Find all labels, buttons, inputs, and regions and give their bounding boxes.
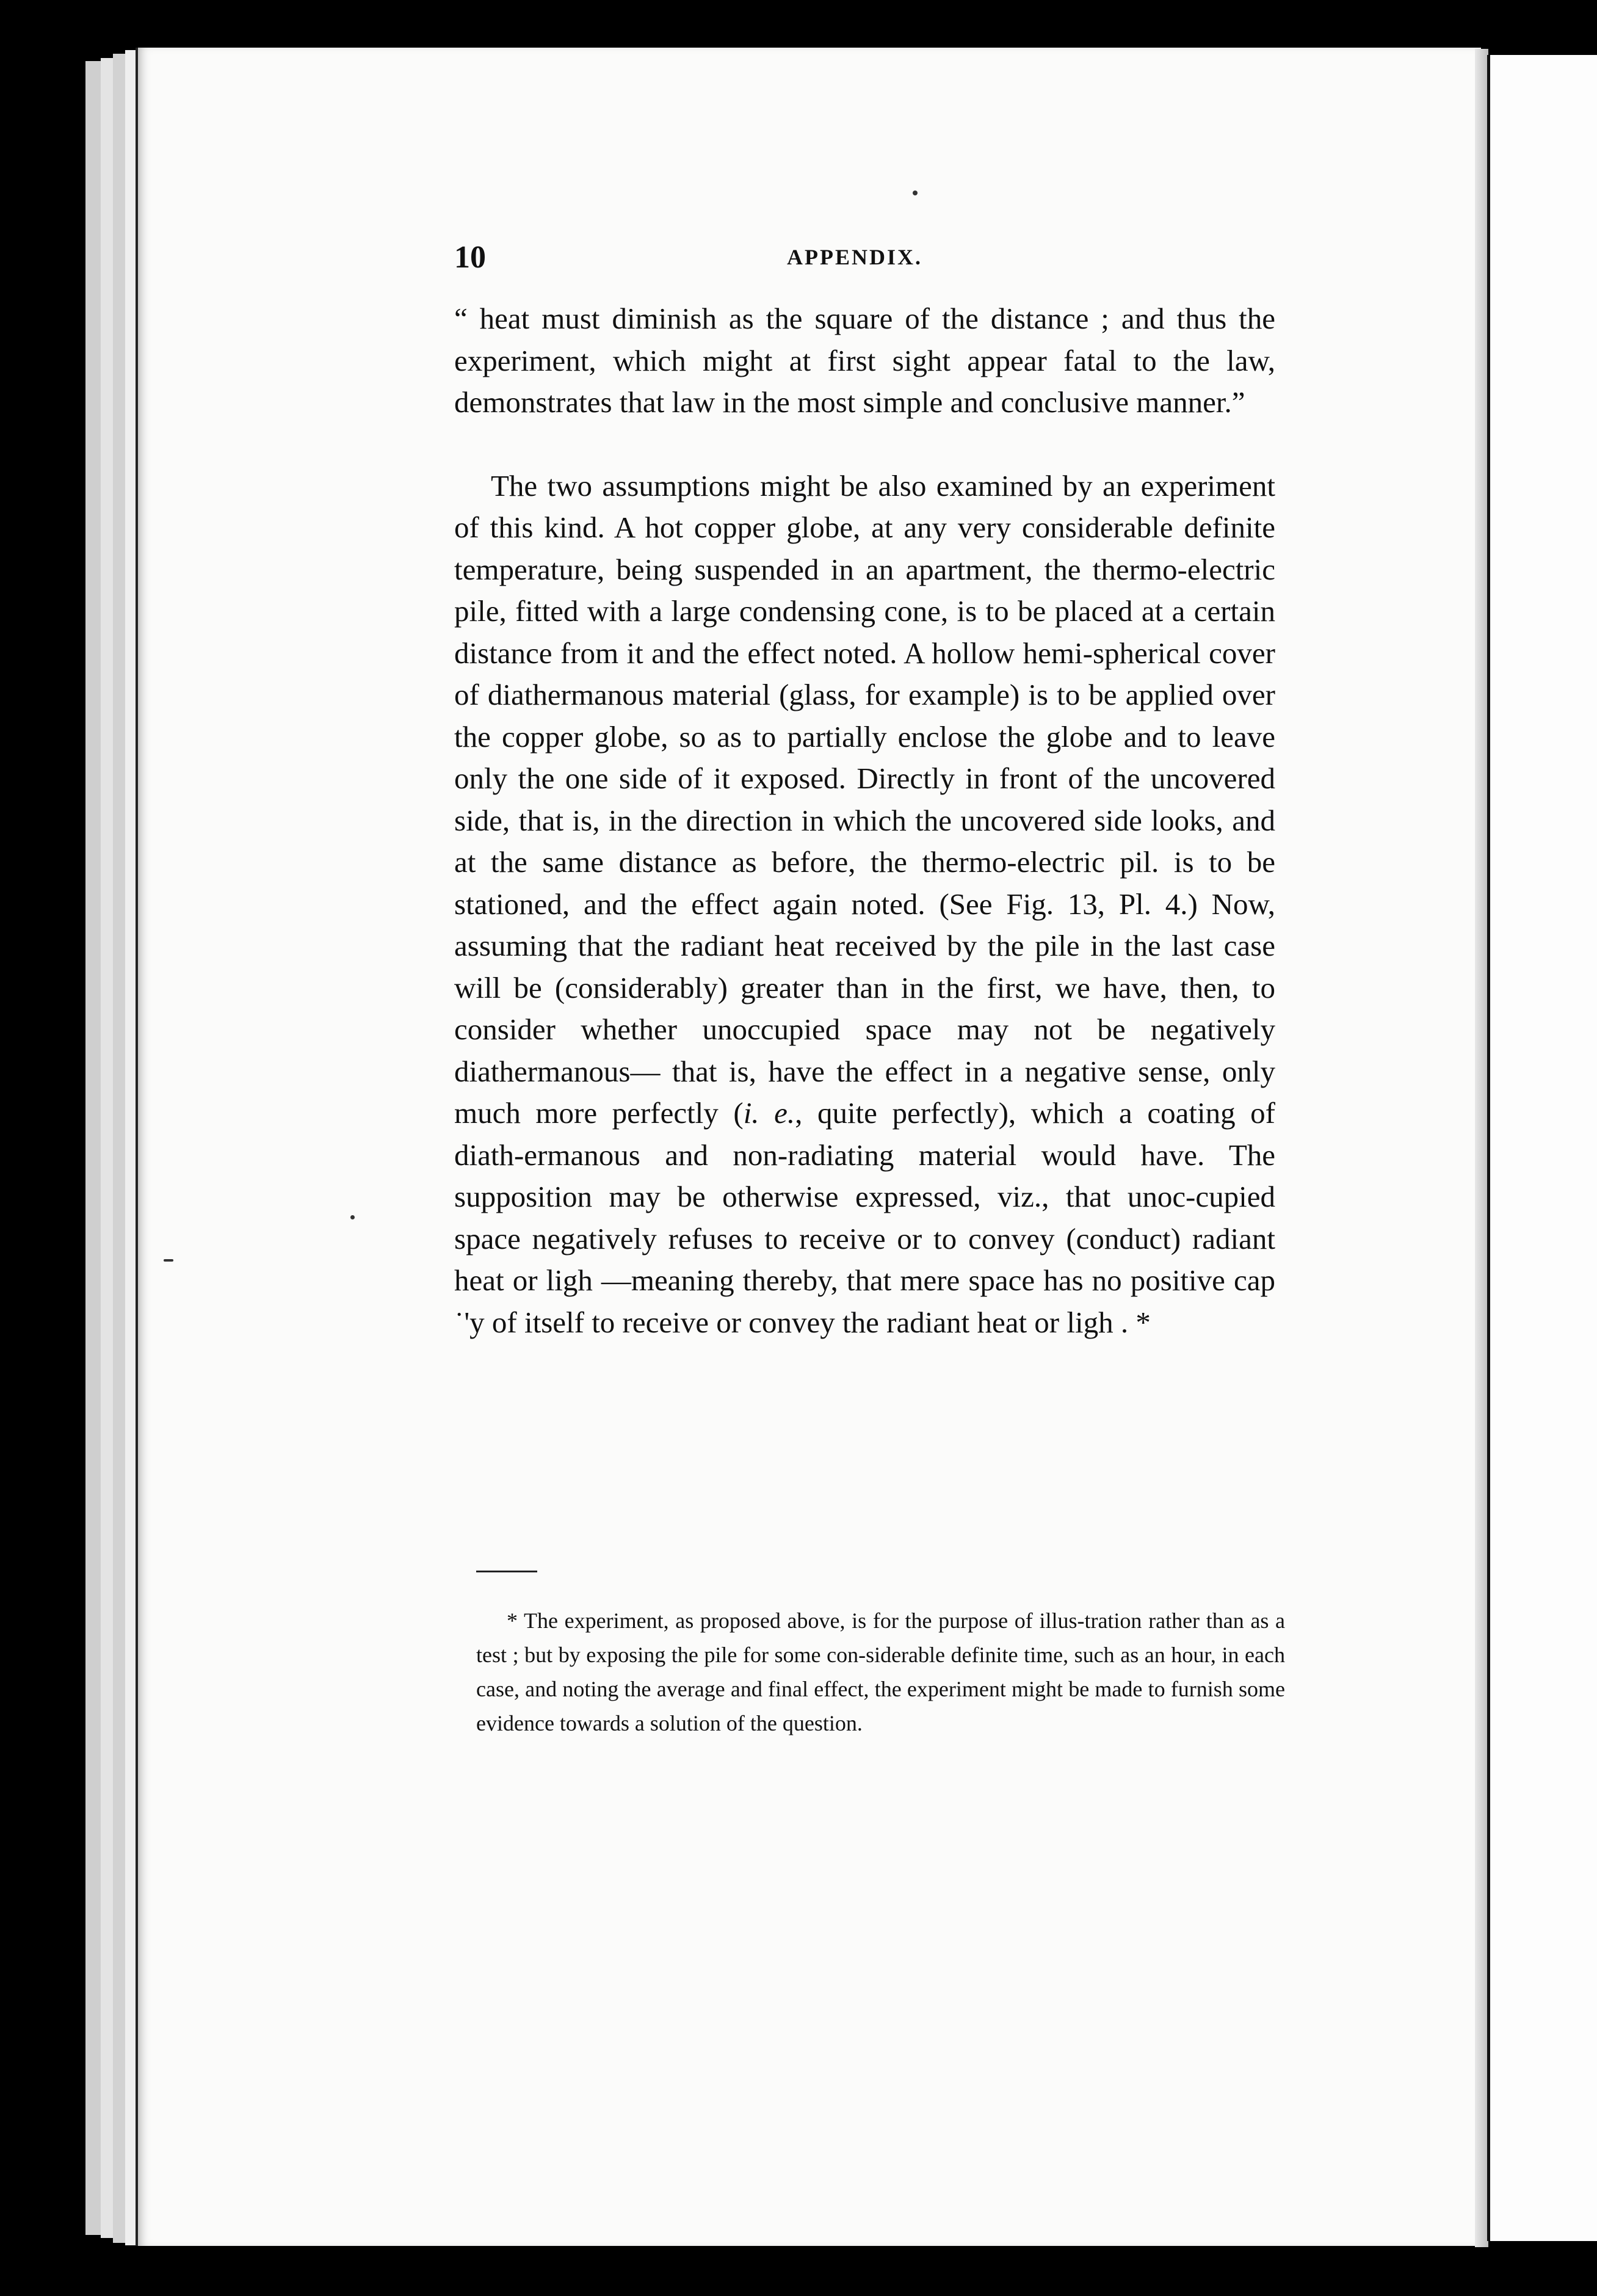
footnote: * The experiment, as proposed above, is for the purpose of illus-tration rather than as a test ; but by exposing the pile for some con-siderable definite time, such as an hour, in each case, and noting the average and final effect, the experiment might be made to furnish some evidence towards a solution of the question. (476, 1608, 1285, 1735)
footnote-rule (476, 1571, 537, 1572)
page-number: 10 (454, 240, 486, 275)
scan-speck (350, 1215, 355, 1219)
scan-speck (913, 191, 918, 195)
paragraph-text: , quite perfectly), which a coating of diath-ermanous and non-radiating material would have. The supposition may be otherwise expressed, viz., that unoc-cupied space negatively refuses to receive or to convey (conduct) radiant heat or ligh —meaning thereby, that mere space has no positive cap ˙'y of itself to receive or convey the radiant heat or ligh . * (454, 1096, 1275, 1339)
paragraph (454, 465, 1275, 1344)
scan-speck (164, 1259, 173, 1262)
page-header (454, 239, 1272, 276)
running-head: APPENDIX. (787, 245, 922, 269)
paragraph-text: The two assumptions might be also examined by an experiment of this kind. A hot copper globe, at any very considerable definite temperature, being suspended in an apartment, the thermo-electric pile, fitted with a large condensing cone, is to be placed at a certain distance from it and the effect noted. A hollow hemi-spherical cover of diathermanous material (glass, for example) is to be applied over the copper globe, so as to partially enclose the globe and to leave only the one side of it exposed. Directly in front of the uncovered side, that is, in the direction in which the uncovered side looks, and at the same distance as before, the thermo-electric pil. is to be stationed, and the effect again noted. (See Fig. 13, Pl. 4.) Now, assuming that the radiant heat received by the pile in the last case will be (considerably) greater than in the first, we have, then, to consider whether unoccupied space may not be negatively diathermanous— that is, have the effect in a negative sense, only much more perfectly ( (454, 468, 1275, 1130)
body-text (454, 298, 1275, 1343)
paragraph: “ heat must diminish as the square of the distance ; and thus the experiment, which might at first sight appear fatal to the law, demonstrates that law in the most simple and conclusive manner.” (454, 302, 1275, 419)
facing-page-edge (1487, 55, 1597, 2241)
italic-abbreviation: i. e. (743, 1096, 795, 1130)
book-gutter (1475, 49, 1488, 2247)
